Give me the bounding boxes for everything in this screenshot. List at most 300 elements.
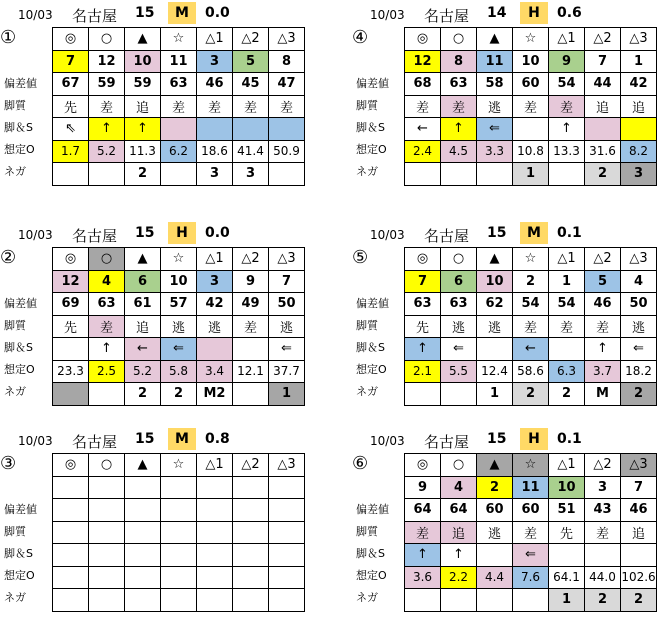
odds-cell: 41.4	[233, 140, 269, 163]
running-style-cell: 差	[549, 95, 585, 118]
row-label: ネガ	[4, 385, 26, 398]
grid-row	[405, 270, 657, 293]
horse-number-cell: 4	[441, 476, 477, 499]
odds-cell: 8.2	[621, 140, 657, 163]
horse-number-cell: 10	[125, 50, 161, 73]
row-label: ネガ	[356, 591, 378, 604]
arrow-cell	[197, 118, 233, 141]
row-label: 偏差値	[4, 297, 37, 310]
running-style-cell: 逃	[161, 315, 197, 338]
horse-number-cell: 12	[89, 50, 125, 73]
odds-cell	[269, 566, 305, 589]
race-grade-badge: M	[168, 2, 196, 24]
horse-number-cell: 11	[513, 476, 549, 499]
running-style-cell	[197, 521, 233, 544]
race-score: 0.0	[205, 5, 230, 21]
nega-cell	[197, 589, 233, 612]
arrow-cell	[161, 544, 197, 567]
mark-cell: △1	[549, 248, 585, 271]
running-style-cell: 差	[441, 95, 477, 118]
horse-number-cell: 7	[405, 270, 441, 293]
grid-row	[53, 360, 305, 383]
odds-cell: 12.4	[477, 360, 513, 383]
race-distance: 15	[487, 431, 507, 447]
arrow-cell: ↑	[405, 544, 441, 567]
deviation-cell: 43	[585, 499, 621, 522]
horse-number-cell: 4	[89, 270, 125, 293]
deviation-cell: 59	[125, 73, 161, 96]
arrow-cell	[585, 544, 621, 567]
race-date: 10/03	[370, 228, 405, 242]
nega-cell	[513, 589, 549, 612]
deviation-cell: 54	[549, 73, 585, 96]
race-date: 10/03	[18, 228, 53, 242]
horse-number-cell	[233, 476, 269, 499]
horse-number-cell: 7	[585, 50, 621, 73]
nega-cell	[161, 163, 197, 186]
race-number: ②	[0, 247, 17, 268]
deviation-cell: 68	[405, 73, 441, 96]
deviation-cell	[53, 499, 89, 522]
arrow-cell: ←	[125, 338, 161, 361]
horse-number-cell: 3	[197, 270, 233, 293]
running-style-cell: 追	[125, 95, 161, 118]
row-label: 脚質	[4, 99, 26, 112]
arrow-cell: ↑	[89, 338, 125, 361]
nega-cell: M2	[197, 383, 233, 406]
nega-cell	[549, 163, 585, 186]
grid-row	[405, 360, 657, 383]
race-panel	[352, 222, 666, 427]
race-header	[0, 2, 320, 24]
odds-cell: 1.7	[53, 140, 89, 163]
odds-cell: 5.2	[89, 140, 125, 163]
running-style-cell: 差	[513, 315, 549, 338]
nega-cell	[89, 383, 125, 406]
grid-row	[405, 454, 657, 477]
mark-cell: ○	[441, 28, 477, 51]
odds-cell: 5.5	[441, 360, 477, 383]
running-style-cell: 差	[585, 315, 621, 338]
deviation-cell: 58	[477, 73, 513, 96]
row-label: 偏差値	[4, 503, 37, 516]
deviation-cell	[161, 499, 197, 522]
race-distance: 15	[135, 431, 155, 447]
deviation-cell: 46	[197, 73, 233, 96]
arrow-cell	[621, 544, 657, 567]
horse-number-cell: 10	[549, 476, 585, 499]
running-style-cell: 差	[549, 315, 585, 338]
running-style-cell: 差	[197, 95, 233, 118]
odds-cell: 12.1	[233, 360, 269, 383]
grid-row	[53, 50, 305, 73]
nega-cell: 2	[585, 163, 621, 186]
arrow-cell	[549, 338, 585, 361]
grid-row	[405, 521, 657, 544]
race-distance: 15	[135, 225, 155, 241]
mark-cell: ☆	[513, 248, 549, 271]
race-header	[352, 2, 666, 24]
arrow-cell: ⇖	[53, 118, 89, 141]
mark-cell: ▲	[125, 248, 161, 271]
row-label: ネガ	[4, 165, 26, 178]
grid-row	[405, 140, 657, 163]
mark-cell: △3	[621, 454, 657, 477]
odds-cell: 13.3	[549, 140, 585, 163]
deviation-cell: 63	[89, 293, 125, 316]
horse-number-cell: 1	[621, 50, 657, 73]
mark-cell: ▲	[125, 454, 161, 477]
mark-cell: ☆	[161, 454, 197, 477]
grid-row	[53, 589, 305, 612]
running-style-cell: 差	[585, 521, 621, 544]
mark-cell: ☆	[513, 28, 549, 51]
running-style-cell	[269, 521, 305, 544]
grid-row	[405, 499, 657, 522]
horse-number-cell: 9	[405, 476, 441, 499]
nega-cell	[53, 163, 89, 186]
odds-cell: 18.2	[621, 360, 657, 383]
mark-cell: △1	[549, 28, 585, 51]
grid-row	[53, 73, 305, 96]
nega-cell	[441, 383, 477, 406]
row-label: 想定O	[4, 569, 35, 582]
mark-cell: △2	[233, 248, 269, 271]
horse-number-cell: 9	[549, 50, 585, 73]
grid-row	[405, 163, 657, 186]
mark-cell: ◎	[405, 248, 441, 271]
grid-row	[405, 248, 657, 271]
deviation-cell	[197, 499, 233, 522]
horse-number-cell: 10	[477, 270, 513, 293]
prediction-grid	[404, 247, 657, 406]
arrow-cell: ↑	[125, 118, 161, 141]
mark-cell: ▲	[477, 28, 513, 51]
race-panel	[0, 2, 320, 207]
odds-cell	[161, 566, 197, 589]
horse-number-cell: 8	[441, 50, 477, 73]
nega-cell	[89, 163, 125, 186]
nega-cell	[477, 589, 513, 612]
race-distance: 15	[135, 5, 155, 21]
horse-number-cell: 12	[405, 50, 441, 73]
race-header	[0, 428, 320, 450]
odds-cell: 3.4	[197, 360, 233, 383]
arrow-cell	[549, 544, 585, 567]
running-style-cell: 差	[233, 315, 269, 338]
nega-cell: M	[585, 383, 621, 406]
odds-cell	[197, 566, 233, 589]
nega-cell: 2	[125, 383, 161, 406]
horse-number-cell: 10	[161, 270, 197, 293]
running-style-cell: 先	[549, 521, 585, 544]
arrow-cell	[233, 118, 269, 141]
odds-cell: 44.0	[585, 566, 621, 589]
horse-number-cell: 6	[125, 270, 161, 293]
horse-number-cell: 5	[233, 50, 269, 73]
deviation-cell: 64	[441, 499, 477, 522]
race-score: 0.1	[557, 225, 582, 241]
mark-cell: △3	[621, 28, 657, 51]
row-label: 想定O	[4, 363, 35, 376]
arrow-cell	[53, 338, 89, 361]
odds-cell	[53, 566, 89, 589]
deviation-cell: 60	[513, 73, 549, 96]
deviation-cell: 63	[405, 293, 441, 316]
grid-row	[405, 28, 657, 51]
running-style-cell: 追	[621, 521, 657, 544]
running-style-cell: 追	[441, 521, 477, 544]
race-date: 10/03	[18, 434, 53, 448]
arrow-cell	[233, 544, 269, 567]
race-panel	[352, 428, 666, 633]
race-date: 10/03	[18, 8, 53, 22]
arrow-cell	[161, 118, 197, 141]
horse-number-cell: 3	[197, 50, 233, 73]
arrow-cell: ←	[405, 118, 441, 141]
deviation-cell: 54	[513, 293, 549, 316]
mark-cell: △2	[585, 248, 621, 271]
running-style-cell: 逃	[269, 315, 305, 338]
arrow-cell	[477, 338, 513, 361]
mark-cell: ▲	[477, 454, 513, 477]
row-label: 脚＆S	[4, 547, 33, 560]
race-venue: 名古屋	[424, 227, 470, 245]
mark-cell: ○	[441, 454, 477, 477]
grid-row	[53, 383, 305, 406]
row-label: 脚＆S	[356, 547, 385, 560]
nega-cell: 3	[621, 163, 657, 186]
mark-cell: △2	[233, 28, 269, 51]
nega-cell: 2	[621, 383, 657, 406]
odds-cell: 64.1	[549, 566, 585, 589]
horse-number-cell	[125, 476, 161, 499]
race-venue: 名古屋	[72, 227, 118, 245]
odds-cell: 7.6	[513, 566, 549, 589]
running-style-cell: 追	[621, 95, 657, 118]
running-style-cell: 差	[405, 95, 441, 118]
mark-cell: △3	[621, 248, 657, 271]
odds-cell: 5.2	[125, 360, 161, 383]
mark-cell: ◎	[53, 248, 89, 271]
arrow-cell	[197, 338, 233, 361]
race-grade-badge: H	[520, 2, 548, 24]
horse-number-cell: 6	[441, 270, 477, 293]
grid-row	[405, 589, 657, 612]
running-style-cell: 差	[513, 521, 549, 544]
running-style-cell: 先	[53, 315, 89, 338]
grid-row	[53, 566, 305, 589]
deviation-cell: 47	[269, 73, 305, 96]
race-panel	[352, 2, 666, 207]
race-venue: 名古屋	[424, 433, 470, 451]
mark-cell: △3	[269, 28, 305, 51]
row-label: 想定O	[356, 569, 387, 582]
deviation-cell: 62	[477, 293, 513, 316]
horse-number-cell: 4	[621, 270, 657, 293]
deviation-cell: 49	[233, 293, 269, 316]
nega-cell: 3	[233, 163, 269, 186]
horse-number-cell: 2	[477, 476, 513, 499]
nega-cell	[125, 589, 161, 612]
grid-row	[53, 499, 305, 522]
race-header	[352, 428, 666, 450]
nega-cell	[441, 163, 477, 186]
horse-number-cell: 7	[269, 270, 305, 293]
grid-row	[405, 476, 657, 499]
nega-cell: 2	[621, 589, 657, 612]
odds-cell: 18.6	[197, 140, 233, 163]
prediction-grid	[404, 27, 657, 186]
grid-row	[405, 73, 657, 96]
prediction-grid	[52, 27, 305, 186]
nega-cell: 2	[513, 383, 549, 406]
mark-cell: △1	[197, 248, 233, 271]
arrow-cell	[89, 544, 125, 567]
row-label: 偏差値	[356, 503, 389, 516]
horse-number-cell	[269, 476, 305, 499]
grid-row	[53, 28, 305, 51]
deviation-cell	[125, 499, 161, 522]
race-distance: 14	[487, 5, 507, 21]
grid-row	[405, 50, 657, 73]
arrow-cell: ⇐	[513, 544, 549, 567]
nega-cell: 2	[161, 383, 197, 406]
grid-row	[53, 293, 305, 316]
horse-number-cell: 7	[621, 476, 657, 499]
deviation-cell: 63	[161, 73, 197, 96]
arrow-cell: ⇐	[441, 338, 477, 361]
odds-cell: 31.6	[585, 140, 621, 163]
nega-cell: 1	[549, 589, 585, 612]
mark-cell: △3	[269, 454, 305, 477]
nega-cell	[269, 163, 305, 186]
mark-cell: △3	[269, 248, 305, 271]
running-style-cell: 追	[125, 315, 161, 338]
deviation-cell: 50	[269, 293, 305, 316]
odds-cell	[125, 566, 161, 589]
grid-row	[53, 338, 305, 361]
nega-cell: 3	[197, 163, 233, 186]
arrow-cell: ↑	[89, 118, 125, 141]
deviation-cell	[269, 499, 305, 522]
horse-number-cell: 5	[585, 270, 621, 293]
nega-cell: 2	[549, 383, 585, 406]
odds-cell: 3.6	[405, 566, 441, 589]
prediction-grid	[404, 453, 657, 612]
running-style-cell: 差	[89, 315, 125, 338]
row-label: ネガ	[356, 385, 378, 398]
row-label: 脚＆S	[356, 121, 385, 134]
mark-cell: ☆	[161, 248, 197, 271]
deviation-cell: 45	[233, 73, 269, 96]
deviation-cell: 60	[477, 499, 513, 522]
mark-cell: △2	[585, 454, 621, 477]
mark-cell: ○	[441, 248, 477, 271]
grid-row	[405, 95, 657, 118]
odds-cell: 2.5	[89, 360, 125, 383]
row-label: 偏差値	[356, 77, 389, 90]
deviation-cell: 46	[621, 499, 657, 522]
grid-row	[405, 315, 657, 338]
race-date: 10/03	[370, 8, 405, 22]
arrow-cell: ⇐	[621, 338, 657, 361]
running-style-cell: 差	[89, 95, 125, 118]
mark-cell: ◎	[53, 28, 89, 51]
running-style-cell	[125, 521, 161, 544]
horse-number-cell	[53, 476, 89, 499]
race-score: 0.0	[205, 225, 230, 241]
odds-cell: 3.3	[477, 140, 513, 163]
arrow-cell: ⇐	[161, 338, 197, 361]
row-label: 脚＆S	[356, 341, 385, 354]
running-style-cell	[53, 521, 89, 544]
horse-number-cell: 12	[53, 270, 89, 293]
deviation-cell: 50	[621, 293, 657, 316]
row-label: 脚質	[356, 319, 378, 332]
mark-cell: ◎	[53, 454, 89, 477]
odds-cell: 10.8	[513, 140, 549, 163]
grid-row	[53, 270, 305, 293]
running-style-cell	[233, 521, 269, 544]
race-number: ①	[0, 27, 17, 48]
deviation-cell: 44	[585, 73, 621, 96]
running-style-cell: 差	[233, 95, 269, 118]
race-header	[352, 222, 666, 244]
deviation-cell	[89, 499, 125, 522]
mark-cell: ○	[89, 454, 125, 477]
row-label: 脚＆S	[4, 121, 33, 134]
mark-cell: △1	[197, 454, 233, 477]
deviation-cell: 64	[405, 499, 441, 522]
row-label: 偏差値	[356, 297, 389, 310]
running-style-cell: 逃	[441, 315, 477, 338]
nega-cell	[161, 589, 197, 612]
nega-cell	[405, 163, 441, 186]
odds-cell: 50.9	[269, 140, 305, 163]
grid-row	[405, 293, 657, 316]
race-venue: 名古屋	[72, 433, 118, 451]
nega-cell	[441, 589, 477, 612]
nega-cell	[53, 589, 89, 612]
prediction-grid	[52, 247, 305, 406]
race-grade-badge: M	[168, 428, 196, 450]
mark-cell: ☆	[161, 28, 197, 51]
deviation-cell: 67	[53, 73, 89, 96]
grid-row	[53, 544, 305, 567]
row-label: 脚質	[356, 99, 378, 112]
horse-number-cell: 8	[269, 50, 305, 73]
arrow-cell: ↑	[441, 544, 477, 567]
running-style-cell	[161, 521, 197, 544]
deviation-cell: 46	[585, 293, 621, 316]
race-score: 0.6	[557, 5, 582, 21]
odds-cell	[233, 566, 269, 589]
prediction-grid	[52, 453, 305, 612]
mark-cell: △2	[585, 28, 621, 51]
running-style-cell: 先	[53, 95, 89, 118]
race-grade-badge: H	[168, 222, 196, 244]
mark-cell: △2	[233, 454, 269, 477]
nega-cell: 2	[585, 589, 621, 612]
running-style-cell: 先	[405, 315, 441, 338]
grid-row	[53, 140, 305, 163]
grid-row	[405, 338, 657, 361]
arrow-cell: ↑	[405, 338, 441, 361]
arrow-cell	[53, 544, 89, 567]
running-style-cell: 差	[405, 521, 441, 544]
nega-cell	[233, 383, 269, 406]
